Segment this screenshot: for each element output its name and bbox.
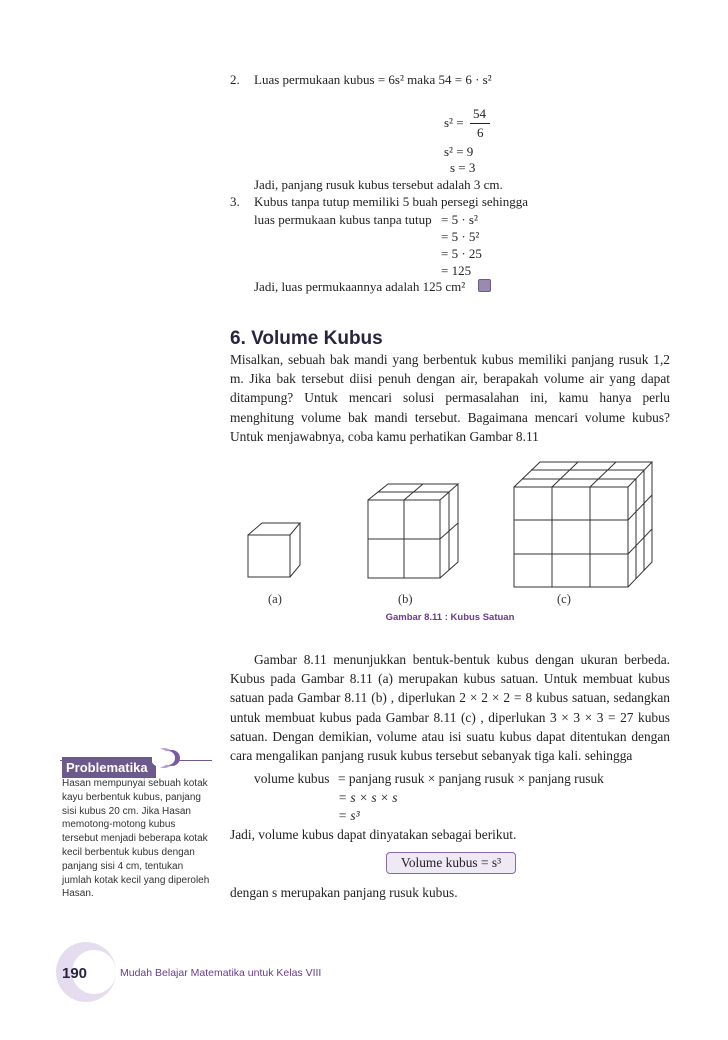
equation-s2-9: s² = 9	[444, 144, 474, 159]
volume-step-3: = s³	[338, 808, 360, 823]
fraction-bar	[470, 123, 490, 124]
equation-s2-lhs: s² =	[444, 115, 464, 130]
item-3-conclusion: Jadi, luas permukaannya adalah 125 cm²	[254, 279, 466, 294]
item-3-step-3: = 5 · 25	[441, 246, 482, 261]
page-number: 190	[62, 965, 88, 982]
volume-formula-box: Volume kubus = s³	[386, 852, 516, 874]
item-3-step-4: = 125	[441, 263, 472, 278]
item-3-lhs: luas permukaan kubus tanpa tutup	[254, 212, 432, 227]
item-2-number: 2.	[230, 72, 240, 87]
volume-statement: Jadi, volume kubus dapat dinyatakan sebagai berikut.	[230, 827, 517, 842]
end-of-solution-icon	[478, 279, 491, 292]
fraction-numerator: 54	[473, 106, 486, 121]
cube-c	[514, 462, 652, 587]
closing-sentence: dengan s merupakan panjang rusuk kubus.	[230, 885, 458, 900]
sidebar-title: Problematika	[62, 757, 156, 778]
cube-a	[248, 523, 300, 577]
equation-s-3: s = 3	[450, 160, 476, 175]
intro-paragraph: Misalkan, sebuah bak mandi yang berbentuk kubus memiliki panjang rusuk 1,2 m. Jika bak tersebut diisi penuh dengan air, berapakah volume air yang dapat ditampung? Untuk mencari solusi permasalahan ini, kamu hanya perlu menghitung volume bak mandi tersebut. Bagaimana mencari volume kubus? Untuk menjawabnya, coba kamu perhatikan Gambar 8.11	[230, 352, 670, 444]
sidebar-crescent-icon	[152, 746, 180, 770]
figure-caption: Gambar 8.11 : Kubus Satuan	[385, 612, 515, 623]
book-title: Mudah Belajar Matematika untuk Kelas VIII	[120, 967, 322, 979]
figure-label-b: (b)	[398, 592, 413, 606]
volume-step-2: = s × s × s	[338, 790, 398, 805]
figure-label-c: (c)	[557, 592, 571, 606]
item-3-step-1: = 5 · s²	[441, 212, 478, 227]
volume-step-1: = panjang rusuk × panjang rusuk × panjang rusuk	[338, 771, 604, 786]
explanation-paragraph: Gambar 8.11 menunjukkan bentuk-bentuk kubus dengan ukuran berbeda. Kubus pada Gambar 8.11 (a) merupakan kubus satuan. Untuk membuat kubus satuan pada Gambar 8.11 (b) , diperlukan 2 × 2 × 2 = 8 kubus satuan, sedangkan untuk membuat kubus pada Gambar 8.11 (c) , diperlukan 3 × 3 × 3 = 27 kubus satuan. Dengan demikian, volume atau isi suatu kubus dapat ditentukan dengan cara mengalikan panjang rusuk kubus tersebut sebanyak tiga kali. sehingga	[230, 652, 670, 764]
unit-cubes-figure	[240, 460, 660, 590]
item-2-conclusion: Jadi, panjang rusuk kubus tersebut adalah 3 cm.	[254, 177, 503, 192]
volume-lhs: volume kubus	[254, 771, 330, 786]
figure-label-a: (a)	[268, 592, 282, 606]
section-heading: 6. Volume Kubus	[230, 328, 383, 349]
item-2-text: Luas permukaan kubus = 6s² maka 54 = 6 · s²	[254, 72, 492, 87]
sidebar-body: Hasan mempunyai sebuah kotak kayu berbentuk kubus, panjang sisi kubus 20 cm. Jika Hasan memotong-motong kubus tersebut menjadi beberapa kotak kecil berbentuk kubus dengan panjang sisi 4 cm, tentukan jumlah kotak kecil yang diperoleh Hasan.	[62, 778, 210, 900]
item-3-text: Kubus tanpa tutup memiliki 5 buah persegi sehingga	[254, 194, 529, 209]
item-3-number: 3.	[230, 194, 240, 209]
item-3-step-2: = 5 · 5²	[441, 229, 480, 244]
cube-b	[368, 484, 458, 578]
fraction-denominator: 6	[477, 125, 484, 140]
